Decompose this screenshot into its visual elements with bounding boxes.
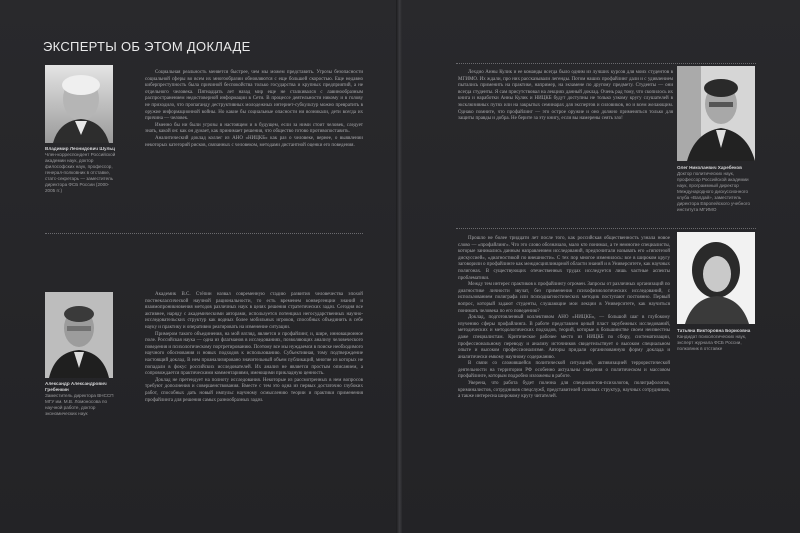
expert-caption-shulz [45, 146, 117, 194]
paragraph: Прошло не более тридцати лет после того, как российская общественность узнала новое слово — «профайлинг». Что это слово обозначало, мало кто понимал, а те немногие специалисты, которые занимались данным направлением исследований, предпочитали называть его «гипотезой дискуссией», «диагностикой по внешности». С тех пор многое изменилось: все в широком кругу заговорили о профайлинге как междисциплинарной области знаний и в Университете, как научных полигонах. В существующих отечественных трудах исследуется лишь частные аспекты проблематики. [458, 236, 670, 281]
expert-name: Олег Николаевич Харебеков [677, 165, 742, 170]
expert-name: Александр Александрович Гребенкин [45, 381, 107, 392]
paragraph: Доклад, подготовленный коллективом АНО «НИЦКБ», — большой шаг в глубокому изучению сферы профайлинга. В работе представлен целый пласт зарубежных исследований, методических и методологических подходов, теорий, которые в большинстве своем неизвестны даже специалистам. Критическое рабочее место из НИЦКБ по сбору, систематизации, профессиональному переводу и анализу источников свидетельствует о высоком специальном опыте и высоком профессионализме. Авторы придали организованную форму доклада и аналитически емкому научному содержанию. [458, 315, 670, 360]
paragraph: Аналитический доклад коллег из АНО «НИЦКБ» как раз о человеке, вернее, о выявлении некоторых категорий рисков, связанных с человеком, методами дистантной оценки его поведения. [145, 135, 363, 148]
expert-caption-grebenkin [45, 381, 117, 417]
right-page [402, 0, 800, 533]
expert-text-grebenkin [145, 292, 363, 404]
paragraph: Доклад не претендует на полноту исследования. Некоторые из рассмотренных в нем вопросов требуют дополнения и совершенствования. Вместе с тем это одна из первых достаточно глубоких работ, способных дать новый импульс научному осмыслению теории и практики применения профайлинга для решения самых разнообразных задач. [145, 377, 363, 403]
paragraph: Лехдио Анны Кулик и ее команды всегда было одним из лучших курсов для моих студентов в МГИМО. Их ждали, про них рассказывали легенды. Потом наших профайлинг дали и с удивлением пытались применить на практике, например, на экзамене по другому предмету. Студенты — они всегда студенты. Я сам присутствовал на лекциях данный доклад. Очень рад тому, что скопилось их книга и наработки Анны Кулик и НИЦКБ будут доступны не только узкому кругу слушателей в эксклюзивных путях или на закрытых семинарах для экспертов и силовиков, но и всем желающим. Однако помните, что профайлинг — это острое оружие и оно должно применяться только для защиты правды и добра. Не берите за эту книгу, если вы намерены сеять зло! [458, 70, 673, 122]
expert-role: Член-корреспондент Российской академии наук, доктор философских наук, профессор, генерал-полковник в отставке, статс-секретарь — заместитель директора ФСБ России (2000-2005 гг.) [45, 152, 116, 193]
expert-photo-grebenkin [45, 292, 113, 378]
paragraph: Примером такого объединения, на мой взгляд, является и профайлинг, и, шире, инновационное поле. Российская наука — одна из флагманов в исследованиях, позволяющих анализу человеческого поведения и психологическому портретированию. Поэтому все мы нуждаемся в поиске необходимого научного обоснования и новых подходов к использованию. Субъективная, тому подтверждение настоящий доклад. В нем проанализировано значительный объем публикаций, многие из которых не попадали в фокус российских исследователей. Их анализ не является простым описанием, а сопровождается практическими комментариями, имеющими прикладную ценность. [145, 331, 363, 377]
expert-role: Заместитель директора ВНССП МГУ им. М.В. Ломоносова по научной работе, доктор экономических наук [45, 393, 114, 416]
expert-text-shulz [145, 70, 363, 149]
portrait-image [677, 66, 755, 161]
paragraph: Именно бы ни были угрозы в настоящем и в будущем, если за ними стоит человек, следует знать, какой он: как он думает, как принимает решения, что общество готово противопоставить. [145, 122, 363, 135]
left-page [0, 0, 398, 533]
expert-photo-shulz [45, 65, 113, 143]
expert-photo-borisova [677, 232, 755, 324]
portrait-image [45, 292, 113, 378]
section-title: ЭКСПЕРТЫ ОБ ЭТОМ ДОКЛАДЕ [43, 39, 251, 54]
divider [456, 63, 756, 64]
divider [456, 228, 756, 229]
expert-caption-borisova [677, 328, 759, 352]
portrait-image [677, 232, 755, 324]
paragraph: В связи со сложившейся политической ситуацией, активизацией террористической деятельности на территории РФ особенно актуальны сведения о политическом и массовом профайлинге, которым подробно изложены в работе. [458, 361, 670, 380]
expert-caption-kharebekov [677, 165, 759, 213]
portrait-image [45, 65, 113, 143]
expert-role: Кандидат психологических наук, эксперт журнала ФСБ России, полковник в отставке [677, 334, 747, 351]
expert-name: Татьяна Викторовна Борисовна [677, 328, 751, 333]
paragraph: Между тем интерес практиков к профайлингу огромен. Запросы от различных организаций по диагностике личности звучат, без применения психофизиологических исследований, с использованием полиграфа или психодиагностических методик поступают постоянно. Первый вопрос, который задают студенты, слушающие мои лекции в Университете, как научиться понимать человека по его поведению? [458, 282, 670, 314]
expert-role: Доктор политических наук, профессор Российской академии наук, программный директор Международного дискуссионного клуба «Валдай», заместитель директора Европейского учебного института МГИМО [677, 171, 750, 212]
paragraph: Академик В.С. Стёпин назвал современную стадию развития человечества эпохой постнеклассической научной рациональности, то есть временем конвергенции знаний и взаимопроникновения методов различных наук в целях решения стратегических задач. Сегодня все активнее, наряду с академическими авторами, используется потенциал негосударственных научно-исследовательских структур как водных более мобильных игроков, способных объединить в себе науку и практику и оперативно реагировать на изменение ситуации. [145, 292, 363, 330]
divider [45, 233, 363, 234]
expert-photo-kharebekov [677, 66, 755, 161]
paragraph: Социальная реальность меняется быстрее, чем мы можем представить. Угрозы безопасности социальной сферы во всем их многообразии обновляются с еще большей скоростью. Еще недавно киберпреступность была причиной беспокойства только государства и крупных предприятий, а не отдельного человека. Пятнадцать лет назад мир еще не сталкивался с лавинообразным распространением недостоверной информации в Сети. В процессе деятельности никому и в голову не приходило, что пропаганду деструктивных молодежных интернет-субкультур можно превратить в оружие информационной войны. Но какие бы социальные опасности ни возникали, дети всегда их причина — человек. [145, 70, 363, 122]
expert-name: Владимир Леонидович Шульц [45, 146, 116, 151]
expert-text-kharebekov [458, 70, 673, 123]
paragraph: Уверена, что работа будет полезна для специалистов-психологов, полиграфологов, криминалистов, сотрудников спецслужб, представителей силовых структур, научных сотрудников, а также интересна широкому кругу читателей. [458, 381, 670, 400]
expert-text-borisova [458, 236, 670, 401]
